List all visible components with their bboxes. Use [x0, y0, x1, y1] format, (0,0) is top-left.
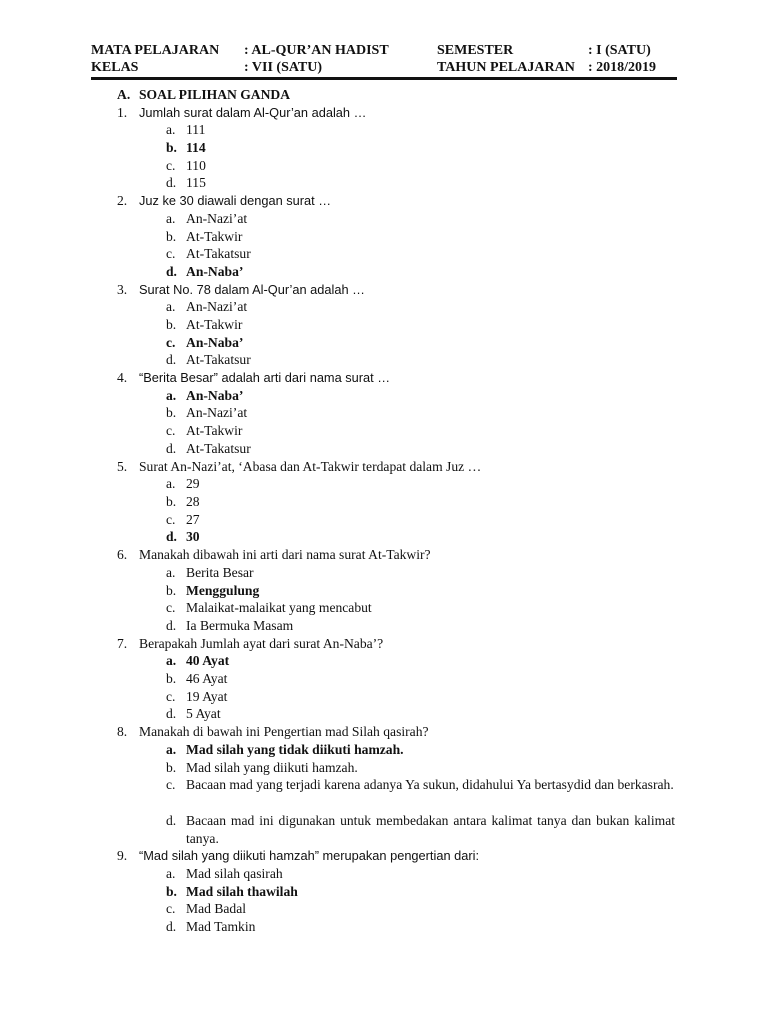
question-text: Jumlah surat dalam Al-Qur’an adalah … — [139, 105, 367, 120]
option-letter: c. — [166, 423, 176, 438]
question-text: “Mad silah yang diikuti hamzah” merupakan pengertian dari: — [139, 848, 480, 863]
option-letter: a. — [166, 742, 177, 757]
option-text: 5 Ayat — [186, 706, 221, 721]
option-text: An-Nazi’at — [186, 211, 248, 226]
option-text: An-Nazi’at — [186, 405, 248, 420]
option-text: 27 — [186, 512, 200, 527]
semester-value: : I (SATU) — [588, 43, 651, 58]
option-text: 114 — [186, 140, 206, 155]
option-text: At-Takwir — [186, 317, 243, 332]
option-text: Mad Badal — [186, 901, 247, 916]
option-letter: b. — [166, 583, 177, 598]
class-label: KELAS — [91, 60, 139, 75]
option-letter: d. — [166, 175, 177, 190]
question-text: Surat An-Nazi’at, ‘Abasa dan At-Takwir terdapat dalam Juz … — [139, 459, 482, 474]
question-number: 6. — [117, 547, 128, 562]
section-title — [117, 86, 290, 104]
option-text: Malaikat-malaikat yang mencabut — [186, 600, 372, 615]
option-text: Bacaan mad yang terjadi karena adanya Ya sukun, didahului Ya bertasydid dan berkasrah. — [186, 777, 674, 792]
option-text: 28 — [186, 494, 200, 509]
option-letter: b. — [166, 405, 177, 420]
option-text: At-Takwir — [186, 423, 243, 438]
option-text: 40 Ayat — [186, 653, 230, 668]
question-number: 4. — [117, 370, 128, 385]
option-text: 46 Ayat — [186, 671, 228, 686]
section-label: A. — [117, 87, 131, 102]
option-text: An-Naba’ — [186, 264, 244, 279]
option-letter: a. — [166, 299, 176, 314]
year-value: : 2018/2019 — [588, 60, 657, 75]
option-letter: b. — [166, 884, 177, 899]
subject-value: : AL-QUR’AN HADIST — [244, 43, 389, 58]
year-label: TAHUN PELAJARAN — [437, 60, 575, 75]
option-letter: a. — [166, 211, 176, 226]
question-text: “Berita Besar” adalah arti dari nama surat … — [139, 370, 391, 385]
option-text: Mad silah thawilah — [186, 884, 298, 899]
option-text: 29 — [186, 476, 200, 491]
option-text: Bacaan mad ini digunakan untuk membedakan antara kalimat tanya dan bukan kalimat tanya. — [186, 813, 675, 846]
option-text: An-Nazi’at — [186, 299, 248, 314]
option-letter: d. — [166, 264, 177, 279]
question-number: 2. — [117, 193, 128, 208]
option-text: 111 — [186, 122, 206, 137]
option-text: Berita Besar — [186, 565, 254, 580]
option-letter: c. — [166, 777, 176, 792]
option-text: An-Naba’ — [186, 335, 244, 350]
class-value: : VII (SATU) — [244, 60, 323, 75]
option-letter: a. — [166, 565, 176, 580]
option-letter: c. — [166, 335, 176, 350]
question-number: 1. — [117, 105, 128, 120]
option-letter: c. — [166, 158, 176, 173]
section-title-text: SOAL PILIHAN GANDA — [139, 87, 291, 102]
option-text: Mad Tamkin — [186, 919, 256, 934]
option-text: 19 Ayat — [186, 689, 228, 704]
option-letter: d. — [166, 352, 177, 367]
option-letter: b. — [166, 140, 177, 155]
exam-header — [91, 42, 677, 82]
option-letter: a. — [166, 476, 176, 491]
option-text: Ia Bermuka Masam — [186, 618, 294, 633]
option-letter: d. — [166, 529, 177, 544]
question-text: Surat No. 78 dalam Al-Qur’an adalah … — [139, 282, 365, 297]
option-text: 110 — [186, 158, 206, 173]
question-text: Berapakah Jumlah ayat dari surat An-Naba’? — [139, 636, 384, 651]
header-divider — [91, 77, 677, 80]
option-letter: d. — [166, 441, 177, 456]
option-letter: c. — [166, 689, 176, 704]
option-letter: c. — [166, 600, 176, 615]
option-text: At-Takwir — [186, 229, 243, 244]
option-letter: b. — [166, 671, 177, 686]
question-text: Juz ke 30 diawali dengan surat … — [139, 193, 332, 208]
question-number: 5. — [117, 459, 128, 474]
option-letter: b. — [166, 229, 177, 244]
question-text: Manakah dibawah ini arti dari nama surat At-Takwir? — [139, 547, 431, 562]
option-letter: b. — [166, 317, 177, 332]
option-text: 115 — [186, 175, 206, 190]
question-number: 9. — [117, 848, 128, 863]
option-text: At-Takatsur — [186, 352, 251, 367]
question-number: 8. — [117, 724, 128, 739]
option-letter: a. — [166, 866, 176, 881]
option-letter: d. — [166, 706, 177, 721]
option-letter: a. — [166, 653, 177, 668]
option-letter: d. — [166, 618, 177, 633]
option-letter: c. — [166, 246, 176, 261]
option-letter: d. — [166, 919, 177, 934]
option-letter: a. — [166, 122, 176, 137]
option-text: Menggulung — [186, 583, 260, 598]
option-text: 30 — [186, 529, 200, 544]
question-number: 3. — [117, 282, 128, 297]
option-text: Mad silah yang diikuti hamzah. — [186, 760, 358, 775]
option-letter: b. — [166, 760, 177, 775]
option-text: Mad silah qasirah — [186, 866, 283, 881]
option-text: At-Takatsur — [186, 246, 251, 261]
question-number: 7. — [117, 636, 128, 651]
option-letter: a. — [166, 388, 177, 403]
option-text: An-Naba’ — [186, 388, 244, 403]
option-text: At-Takatsur — [186, 441, 251, 456]
question-text: Manakah di bawah ini Pengertian mad Silah qasirah? — [139, 724, 429, 739]
subject-label: MATA PELAJARAN — [91, 43, 220, 58]
option-letter: c. — [166, 901, 176, 916]
option-letter: d. — [166, 813, 177, 828]
semester-label: SEMESTER — [437, 43, 514, 58]
option-text: Mad silah yang tidak diikuti hamzah. — [186, 742, 404, 757]
option-letter: c. — [166, 512, 176, 527]
option-letter: b. — [166, 494, 177, 509]
